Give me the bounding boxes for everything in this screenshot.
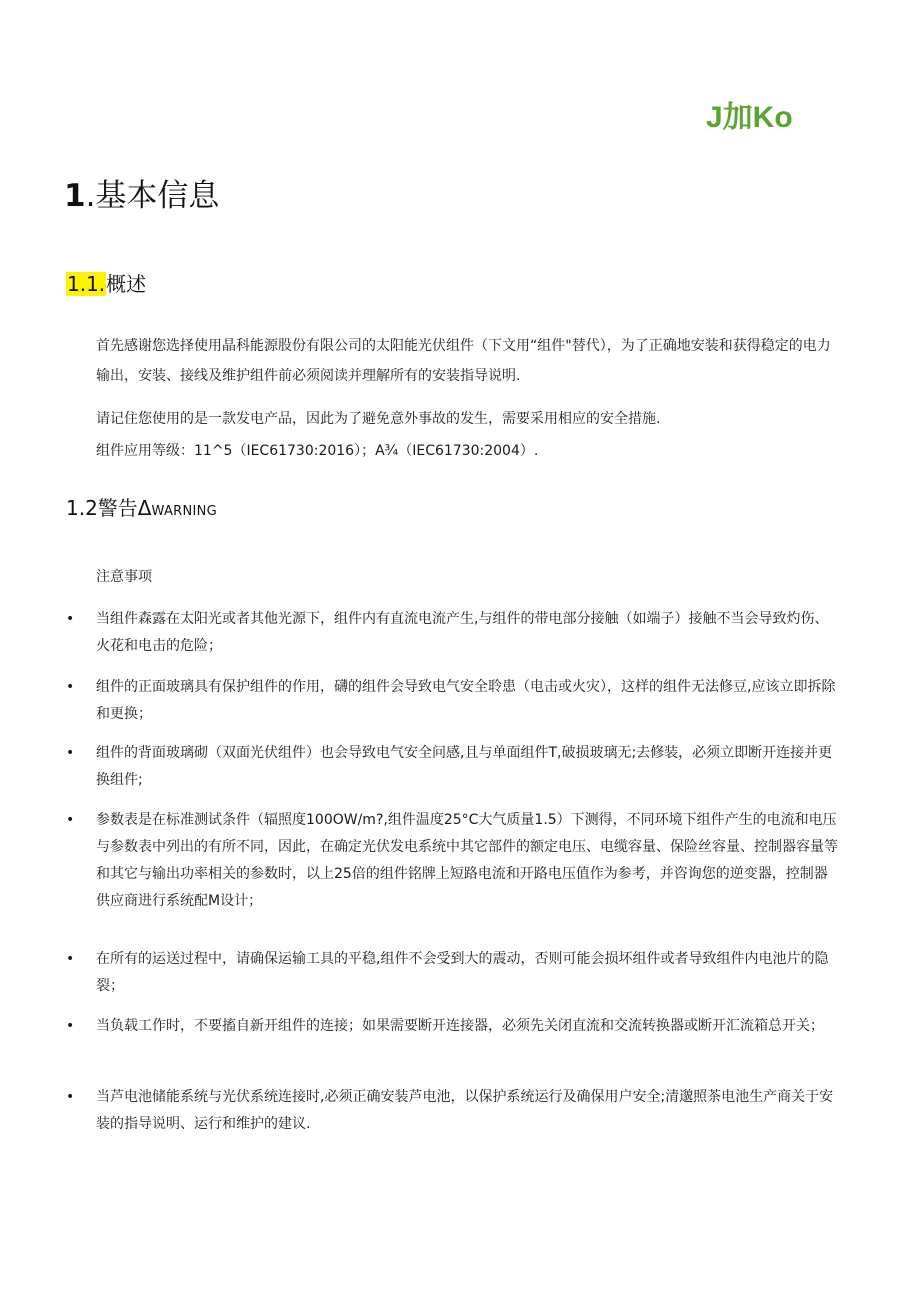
bullet-icon: • bbox=[66, 1089, 75, 1105]
list-item-text: 当组件森露在太阳光或者其他光源下，组件内有直流电流产生,与组件的带电部分接触（如端子）接触不当会导致灼伤、火花和电击的危险； bbox=[96, 611, 829, 654]
application-class-line: 组件应用等级：11^5（IEC61730:2016）；A¾（IEC61730:2004）. bbox=[96, 443, 539, 459]
list-item-text: 在所有的运送过程中，请确保运输工具的平稳,组件不会受到大的震动，否则可能会损坏组件或者导致组件内电池片的隐裂； bbox=[96, 951, 829, 994]
subsection-title: 概述 bbox=[106, 272, 147, 296]
bullet-icon: • bbox=[66, 1018, 75, 1034]
list-item bbox=[66, 1084, 841, 1138]
section-title: .基本信息 bbox=[85, 178, 220, 214]
section-heading-1 bbox=[64, 170, 219, 215]
list-item bbox=[66, 946, 841, 1000]
company-logo: J加Ko bbox=[706, 101, 793, 134]
highlighted-section-number: 1.1. bbox=[67, 272, 106, 296]
bullet-icon: • bbox=[66, 745, 75, 761]
section-number: 1 bbox=[64, 178, 86, 214]
notes-title: 注意事项 bbox=[96, 569, 152, 585]
bullet-icon: • bbox=[66, 679, 75, 695]
list-item-text: 组件的正面玻璃具有保护组件的作用，礴的组件会导致电气安全聆患（电击或火灾），这样的组件无法修豆,应该立即拆除和更换； bbox=[96, 679, 836, 722]
list-item-text: 当负载工作时，不要搐自新开组件的连接；如果需要断开连接器，必须先关闭直流和交流转换器或断开汇流箱总开关； bbox=[96, 1018, 824, 1034]
warning-title: 1.2警告Δ bbox=[66, 496, 152, 520]
list-item-text: 组件的背面玻璃砌（双面光伏组件）也会导致电气安全问感,且与单面组件T,破损玻璃无;去修装，必须立即断开连接并更换组件; bbox=[96, 745, 833, 788]
list-item bbox=[66, 606, 841, 660]
section-heading-1-2 bbox=[66, 492, 217, 521]
list-item-text: 当芦电池储能系统与光伏系统连接时,必须正确安装芦电池，以保护系统运行及确保用户安全;清邈照茶电池生产商关于安装的指导说明、运行和维护的建议. bbox=[96, 1089, 834, 1132]
list-item bbox=[66, 1013, 841, 1040]
bullet-icon: • bbox=[66, 951, 75, 967]
list-item-text: 参数表是在标准测试条件（辐照度100OW/m?,组件温度25°C大气质量1.5）下测得，不同环境下组件产生的电流和电压与参数表中列出的有所不同，因此，在确定光伏发电系统中其它部件的额定电压、电缆容量、保险丝容量、控制器容量等和其它与输出功率相关的参数时，以上25倍的组件铭牌上短路电流和开路电压值作为参考，并咨询您的逆变器，控制器供应商进行系统配M设计； bbox=[96, 812, 838, 909]
list-item bbox=[66, 807, 841, 915]
bullet-icon: • bbox=[66, 812, 75, 828]
list-item bbox=[66, 740, 841, 794]
warning-label: WARNING bbox=[151, 504, 218, 519]
bullet-icon: • bbox=[66, 611, 75, 627]
list-item bbox=[66, 674, 841, 728]
intro-paragraph-2: 请记住您使用的是一款发电产品，因此为了避免意外事故的发生，需要采用相应的安全措施. bbox=[96, 411, 661, 427]
section-heading-1-1 bbox=[66, 268, 146, 297]
intro-paragraph-1: 首先感谢您选择使用晶科能源股份有限公司的太阳能光伏组件（下文用“组件"替代），为了正确地安装和获得稳定的电力输出，安装、接线及维护组件前必须阅读并理解所有的安装指导说明. bbox=[96, 338, 831, 384]
